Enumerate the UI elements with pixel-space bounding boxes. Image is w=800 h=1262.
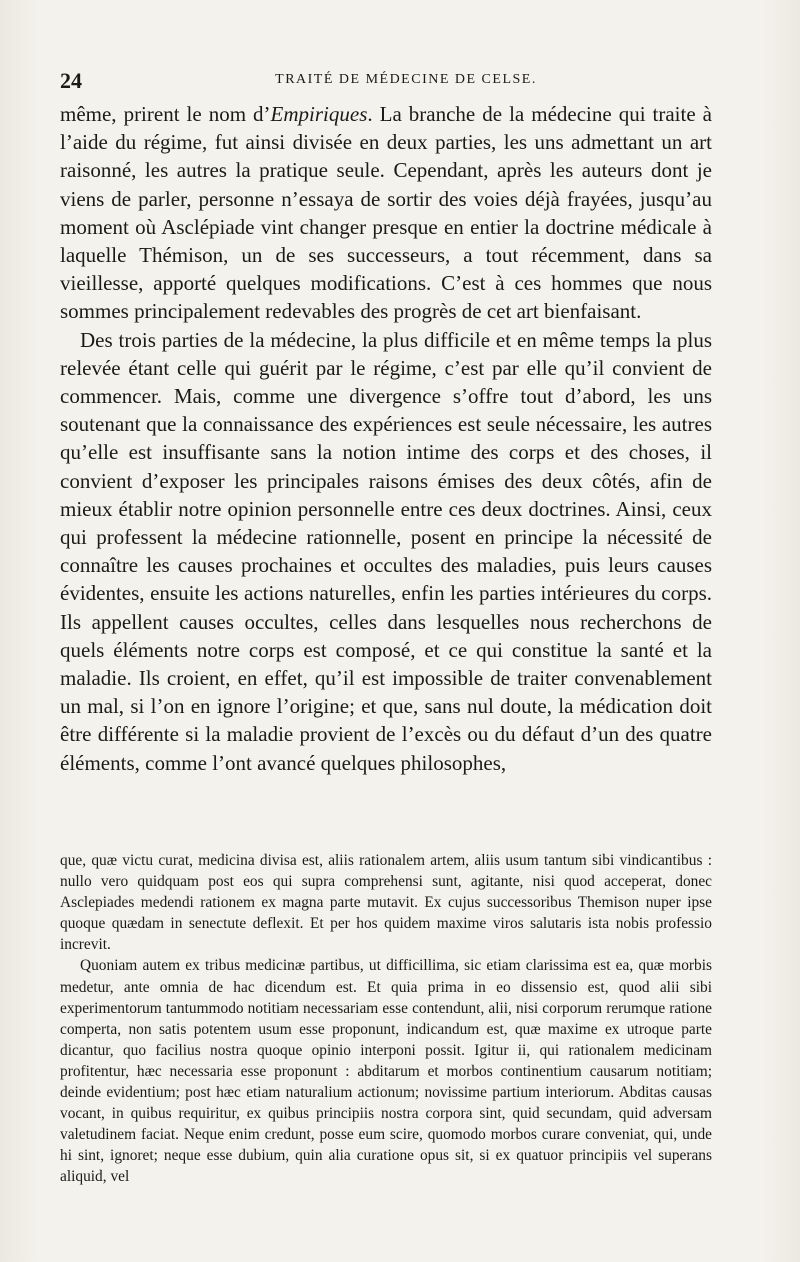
french-translation-text — [60, 100, 712, 777]
empiriques-term: Empiriques — [270, 102, 368, 126]
latin-paragraph-2: Quoniam autem ex tribus medicinæ partibus, ut difficillima, sic etiam clarissima est ea, quæ morbis medetur, ante omnia de hac dicendum est. Et quia prima in eo dissensio est, quod alii sibi experimentorum tantummodo notitiam necessariam esse contendunt, alii, nisi corporum rerumque ratione comperta, non satis potentem usum esse proponunt, indicandum est, quæ maxime ex utroque parte dicantur, quo facilius nostra quoque opinio interponi possit. Igitur ii, qui rationalem medicinam profitentur, hæc necessaria esse proponunt : abditarum et morbos continentium causarum notitiam; deinde evidentium; post hæc etiam naturalium actionum; novissime partium interiorum. Abditas causas vocant, in quibus requiritur, ex quibus principiis nostra corpora sint, quid secundam, quid adversam valetudinem faciat. Neque enim credunt, posse eum scire, quomodo morbos curare conveniat, qui, unde hi sint, ignoret; neque esse dubium, quin alia curatione opus sit, si ex quatuor principiis vel superans aliquid, vel — [60, 957, 712, 1186]
running-title: TRAITÉ DE MÉDECINE DE CELSE. — [275, 72, 537, 87]
latin-paragraph-1: que, quæ victu curat, medicina divisa est, aliis rationalem artem, aliis usum tantum sibi vindicantibus : nullo vero quidquam post eos qui supra comprehensi sunt, agitante, nisi quod acceperat, donec Asclepiades medendi rationem ex magna parte mutavit. Ex cujus successoribus Themison nuper ipse quoque quædam in senectute deflexit. Et per hos quidem maxime viros salutaris ista nobis professio increvit. — [60, 852, 712, 954]
french-paragraph-2: Des trois parties de la médecine, la plus difficile et en même temps la plus relevée étant celle qui guérit par le régime, c’est par elle qu’il convient de commencer. Mais, comme une divergence s’offre tout d’abord, les uns soutenant que la connaissance des expériences est seule nécessaire, les autres qu’elle est insuffisante sans la notion intime des corps et des choses, il convient d’exposer les principales raisons émises des deux côtés, afin de mieux établir notre opinion personnelle entre ces deux doctrines. Ainsi, ceux qui professent la médecine rationnelle, posent en principe la nécessité de connaître les causes prochaines et occultes des maladies, puis leurs causes évidentes, ensuite les actions naturelles, enfin les parties intérieures du corps. Ils appellent causes occultes, celles dans lesquelles nous recherchons de quels éléments notre corps est composé, et ce qui constitue la santé et la maladie. Ils croient, en effet, qu’il est impossible de traiter convenablement un mal, si l’on en ignore l’origine; et que, sans nul doute, la médication doit être différente si la maladie provient de l’excès ou du défaut d’un des quatre éléments, comme l’ont avancé quelques philosophes, — [60, 327, 712, 775]
latin-original-text — [60, 850, 712, 1188]
french-p1-start: même, prirent le nom d’ — [60, 102, 271, 126]
page-header — [60, 66, 712, 96]
page-number: 24 — [60, 68, 82, 93]
french-paragraph-1 — [60, 100, 712, 326]
french-p1-rest: . La branche de la médecine qui traite à l’aide du régime, fut ainsi divisée en deux parties, les uns admettant un art raisonné, les autres la pratique seule. Cependant, après les auteurs dont je viens de parler, personne n’essaya de sortir des voies déjà frayées, jusqu’au moment où Asclépiade vint changer presque en entier la doctrine médicale à laquelle Thémison, un de ses successeurs, a tout récemment, dans sa vieillesse, apporté quelques modifications. C’est à ces hommes que nous sommes principalement redevables des progrès de cet art bienfaisant. — [60, 102, 712, 324]
